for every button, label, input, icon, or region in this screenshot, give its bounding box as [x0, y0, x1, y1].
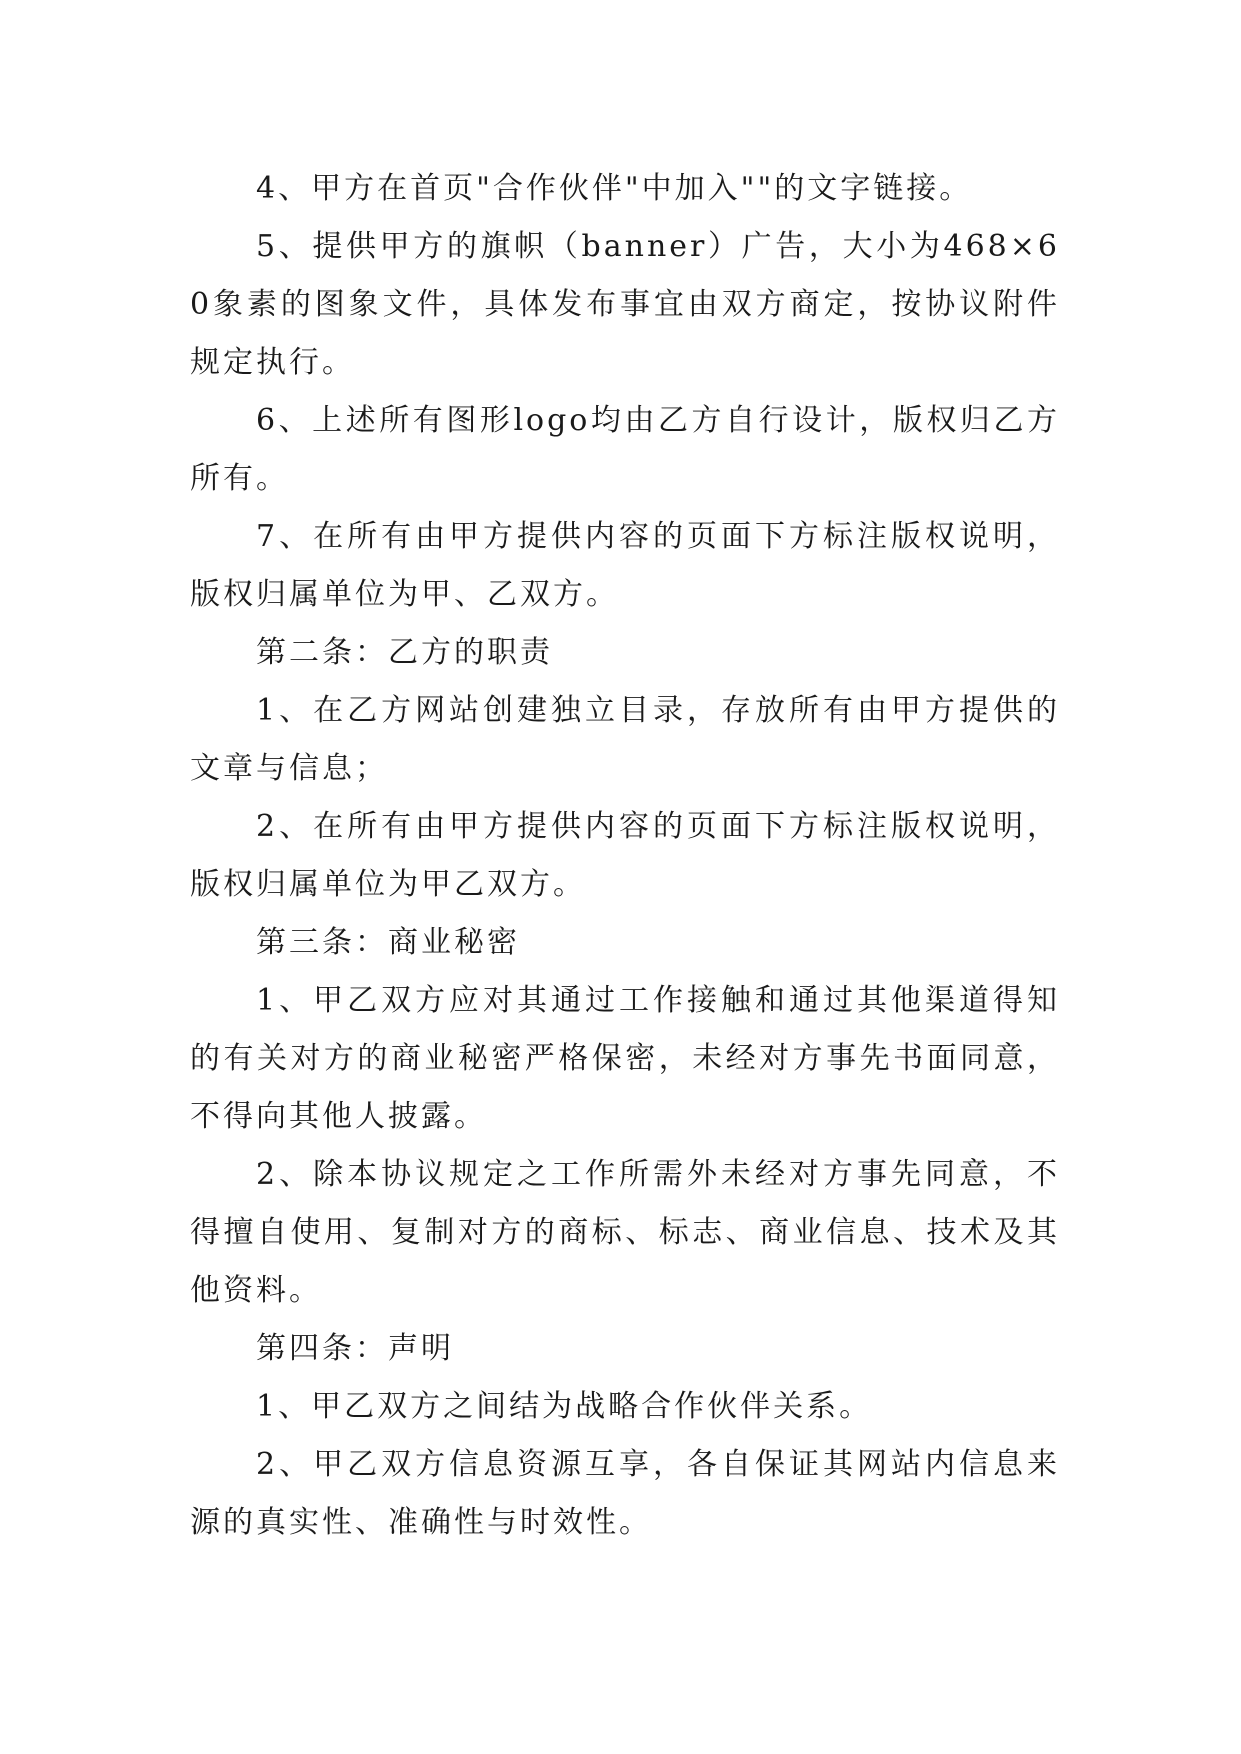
paragraph-clause-2-item-1: 1、在乙方网站创建独立目录，存放所有由甲方提供的文章与信息； [190, 693, 1060, 786]
paragraph-clause-1-item-4: 4、甲方在首页"合作伙伴"中加入""的文字链接。 [256, 171, 973, 206]
paragraph-clause-1-item-5: 5、提供甲方的旗帜（banner）广告，大小为468×60象素的图象文件，具体发布事宜由双方商定，按协议附件规定执行。 [190, 229, 1060, 380]
paragraph-clause-4-item-1: 1、甲乙双方之间结为战略合作伙伴关系。 [256, 1389, 873, 1424]
paragraph-clause-3-item-1: 1、甲乙双方应对其通过工作接触和通过其他渠道得知的有关对方的商业秘密严格保密，未经对方事先书面同意，不得向其他人披露。 [190, 983, 1060, 1134]
paragraph-clause-1-item-6: 6、上述所有图形logo均由乙方自行设计，版权归乙方所有。 [190, 403, 1060, 496]
heading-clause-2: 第二条：乙方的职责 [256, 635, 553, 670]
paragraph-clause-4-item-2: 2、甲乙双方信息资源互享，各自保证其网站内信息来源的真实性、准确性与时效性。 [190, 1447, 1060, 1540]
heading-clause-3: 第三条：商业秘密 [256, 925, 520, 960]
paragraph-clause-1-item-7: 7、在所有由甲方提供内容的页面下方标注版权说明，版权归属单位为甲、乙双方。 [190, 519, 1060, 612]
paragraph-clause-3-item-2: 2、除本协议规定之工作所需外未经对方事先同意，不得擅自使用、复制对方的商标、标志、商业信息、技术及其他资料。 [190, 1157, 1060, 1308]
heading-clause-4: 第四条：声明 [256, 1331, 454, 1366]
paragraph-clause-2-item-2: 2、在所有由甲方提供内容的页面下方标注版权说明，版权归属单位为甲乙双方。 [190, 809, 1060, 902]
document-body [190, 160, 1060, 1552]
